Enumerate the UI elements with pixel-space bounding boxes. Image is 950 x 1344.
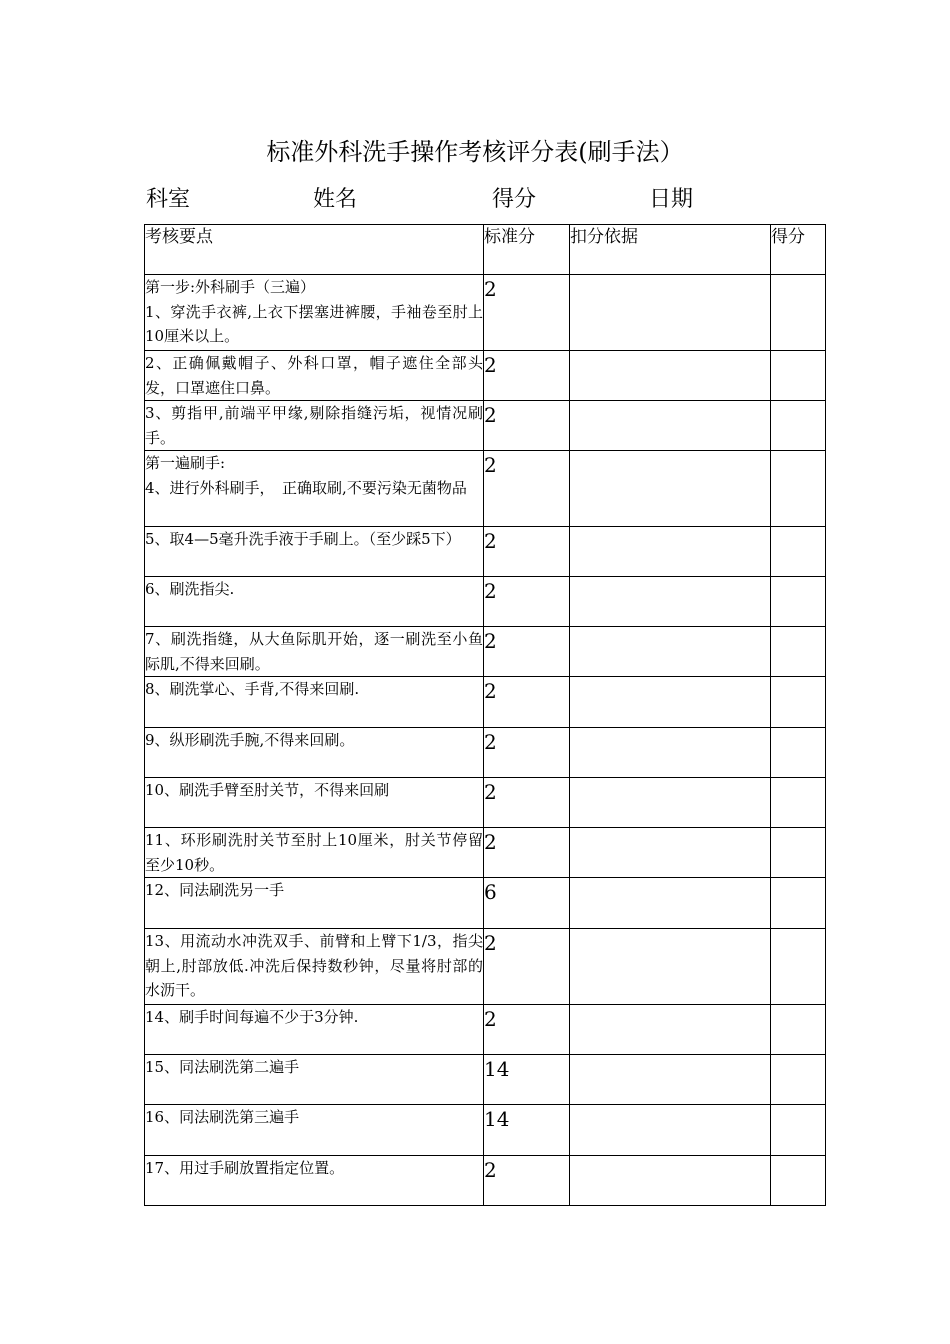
table-header-row: [145, 225, 826, 275]
assessment-point-cell: [145, 778, 484, 828]
obtained-score-cell[interactable]: [771, 929, 826, 1005]
assessment-point-line: 6、刷洗指尖.: [145, 580, 235, 598]
deduction-basis-cell[interactable]: [570, 527, 771, 577]
table-row: [145, 828, 826, 878]
table-row: [145, 577, 826, 627]
obtained-score-cell[interactable]: [771, 878, 826, 929]
obtained-score-cell[interactable]: [771, 1055, 826, 1105]
standard-score-cell: 2: [484, 401, 570, 451]
standard-score-cell: 2: [484, 677, 570, 728]
assessment-point-cell: [145, 1105, 484, 1156]
table-row: [145, 401, 826, 451]
assessment-point-line: 2、正确佩戴帽子、外科口罩，帽子遮住全部头发，口罩遮住口鼻。: [145, 354, 483, 397]
header-date-label: 日期: [649, 187, 694, 212]
deduction-basis-cell[interactable]: [570, 828, 771, 878]
deduction-basis-cell[interactable]: [570, 275, 771, 351]
deduction-basis-cell[interactable]: [570, 677, 771, 728]
header-name-label: 姓名: [313, 187, 358, 212]
table-row: [145, 677, 826, 728]
obtained-score-cell[interactable]: [771, 728, 826, 778]
assessment-point-cell: [145, 1055, 484, 1105]
assessment-point-cell: [145, 351, 484, 401]
assessment-point-cell: [145, 878, 484, 929]
table-row: [145, 351, 826, 401]
assessment-point-cell: [145, 451, 484, 527]
assessment-point-line: 1、穿洗手衣裤,上衣下摆塞进裤腰，手袖卷至肘上10厘米以上。: [145, 302, 483, 345]
standard-score-cell: 14: [484, 1105, 570, 1156]
standard-score-cell: 2: [484, 451, 570, 527]
assessment-point-line: 9、纵形刷洗手腕,不得来回刷。: [145, 731, 355, 749]
assessment-point-cell: [145, 627, 484, 677]
obtained-score-cell[interactable]: [771, 677, 826, 728]
deduction-basis-cell[interactable]: [570, 1156, 771, 1206]
table-row: [145, 1156, 826, 1206]
table-row: [145, 275, 826, 351]
deduction-basis-cell[interactable]: [570, 627, 771, 677]
obtained-score-cell[interactable]: [771, 351, 826, 401]
table-row: [145, 1005, 826, 1055]
assessment-point-line: 8、刷洗掌心、手背,不得来回刷.: [145, 680, 360, 698]
deduction-basis-cell[interactable]: [570, 929, 771, 1005]
header-department-label: 科室: [146, 187, 191, 212]
assessment-point-cell: [145, 929, 484, 1005]
column-header-deduction-basis: 扣分依据: [570, 225, 771, 275]
obtained-score-cell[interactable]: [771, 577, 826, 627]
standard-score-cell: 2: [484, 828, 570, 878]
standard-score-cell: 2: [484, 728, 570, 778]
assessment-point-line: 14、刷手时间每遍不少于3分钟.: [145, 1008, 359, 1026]
table-row: [145, 627, 826, 677]
assessment-point-cell: [145, 677, 484, 728]
obtained-score-cell[interactable]: [771, 1005, 826, 1055]
obtained-score-cell[interactable]: [771, 828, 826, 878]
assessment-point-line: 第一遍刷手:: [145, 454, 226, 472]
assessment-point-line: 5、取4—5毫升洗手液于手刷上。（至少踩5下）: [145, 530, 461, 548]
standard-score-cell: 2: [484, 1005, 570, 1055]
standard-score-cell: 2: [484, 527, 570, 577]
deduction-basis-cell[interactable]: [570, 577, 771, 627]
assessment-point-line: 10、刷洗手臂至肘关节，不得来回刷: [145, 781, 390, 799]
obtained-score-cell[interactable]: [771, 627, 826, 677]
obtained-score-cell[interactable]: [771, 778, 826, 828]
deduction-basis-cell[interactable]: [570, 1005, 771, 1055]
obtained-score-cell[interactable]: [771, 1105, 826, 1156]
standard-score-cell: 2: [484, 577, 570, 627]
page-title: 标准外科洗手操作考核评分表(刷手法）: [266, 138, 684, 166]
standard-score-cell: 2: [484, 275, 570, 351]
table-row: [145, 1055, 826, 1105]
assessment-point-line: 4、进行外科刷手， 正确取刷,不要污染无菌物品: [145, 478, 467, 497]
table-row: [145, 878, 826, 929]
deduction-basis-cell[interactable]: [570, 351, 771, 401]
assessment-point-line: 3、剪指甲,前端平甲缘,剔除指缝污垢，视情况刷手。: [145, 404, 483, 447]
assessment-table: [144, 224, 826, 1206]
table-row: [145, 728, 826, 778]
standard-score-cell: 2: [484, 351, 570, 401]
assessment-point-line: 7、刷洗指缝，从大鱼际肌开始，逐一刷洗至小鱼际肌,不得来回刷。: [145, 630, 483, 673]
obtained-score-cell[interactable]: [771, 451, 826, 527]
assessment-point-line: 13、用流动水冲洗双手、前臂和上臂下1/3，指尖朝上,肘部放低.冲洗后保持数秒钟，尽量将肘部的水沥干。: [145, 932, 483, 999]
deduction-basis-cell[interactable]: [570, 778, 771, 828]
standard-score-cell: 2: [484, 1156, 570, 1206]
standard-score-cell: 14: [484, 1055, 570, 1105]
table-row: [145, 527, 826, 577]
assessment-point-line: 12、同法刷洗另一手: [145, 881, 285, 899]
assessment-point-cell: [145, 828, 484, 878]
assessment-point-cell: [145, 275, 484, 351]
table-row: [145, 1105, 826, 1156]
assessment-point-cell: [145, 728, 484, 778]
assessment-point-cell: [145, 1005, 484, 1055]
header-score-label: 得分: [492, 187, 537, 212]
deduction-basis-cell[interactable]: [570, 1105, 771, 1156]
standard-score-cell: 2: [484, 929, 570, 1005]
obtained-score-cell[interactable]: [771, 527, 826, 577]
assessment-point-line: 11、环形刷洗肘关节至肘上10厘米，肘关节停留至少10秒。: [145, 831, 483, 874]
deduction-basis-cell[interactable]: [570, 878, 771, 929]
standard-score-cell: 6: [484, 878, 570, 929]
obtained-score-cell[interactable]: [771, 275, 826, 351]
deduction-basis-cell[interactable]: [570, 401, 771, 451]
assessment-point-line: 17、用过手刷放置指定位置。: [145, 1159, 345, 1177]
table-row: [145, 451, 826, 527]
column-header-obtained-score: 得分: [771, 225, 826, 275]
deduction-basis-cell[interactable]: [570, 728, 771, 778]
table-row: [145, 929, 826, 1005]
assessment-point-cell: [145, 527, 484, 577]
standard-score-cell: 2: [484, 778, 570, 828]
assessment-point-cell: [145, 1156, 484, 1206]
standard-score-cell: 2: [484, 627, 570, 677]
obtained-score-cell[interactable]: [771, 1156, 826, 1206]
column-header-standard-score: 标准分: [484, 225, 570, 275]
column-header-assessment-point: 考核要点: [145, 225, 484, 275]
table-row: [145, 778, 826, 828]
deduction-basis-cell[interactable]: [570, 451, 771, 527]
deduction-basis-cell[interactable]: [570, 1055, 771, 1105]
assessment-point-line: 15、同法刷洗第二遍手: [145, 1058, 300, 1076]
assessment-point-cell: [145, 401, 484, 451]
assessment-point-cell: [145, 577, 484, 627]
assessment-point-line: 16、同法刷洗第三遍手: [145, 1108, 300, 1126]
obtained-score-cell[interactable]: [771, 401, 826, 451]
assessment-point-line: 第一步:外科刷手（三遍）: [145, 278, 316, 296]
